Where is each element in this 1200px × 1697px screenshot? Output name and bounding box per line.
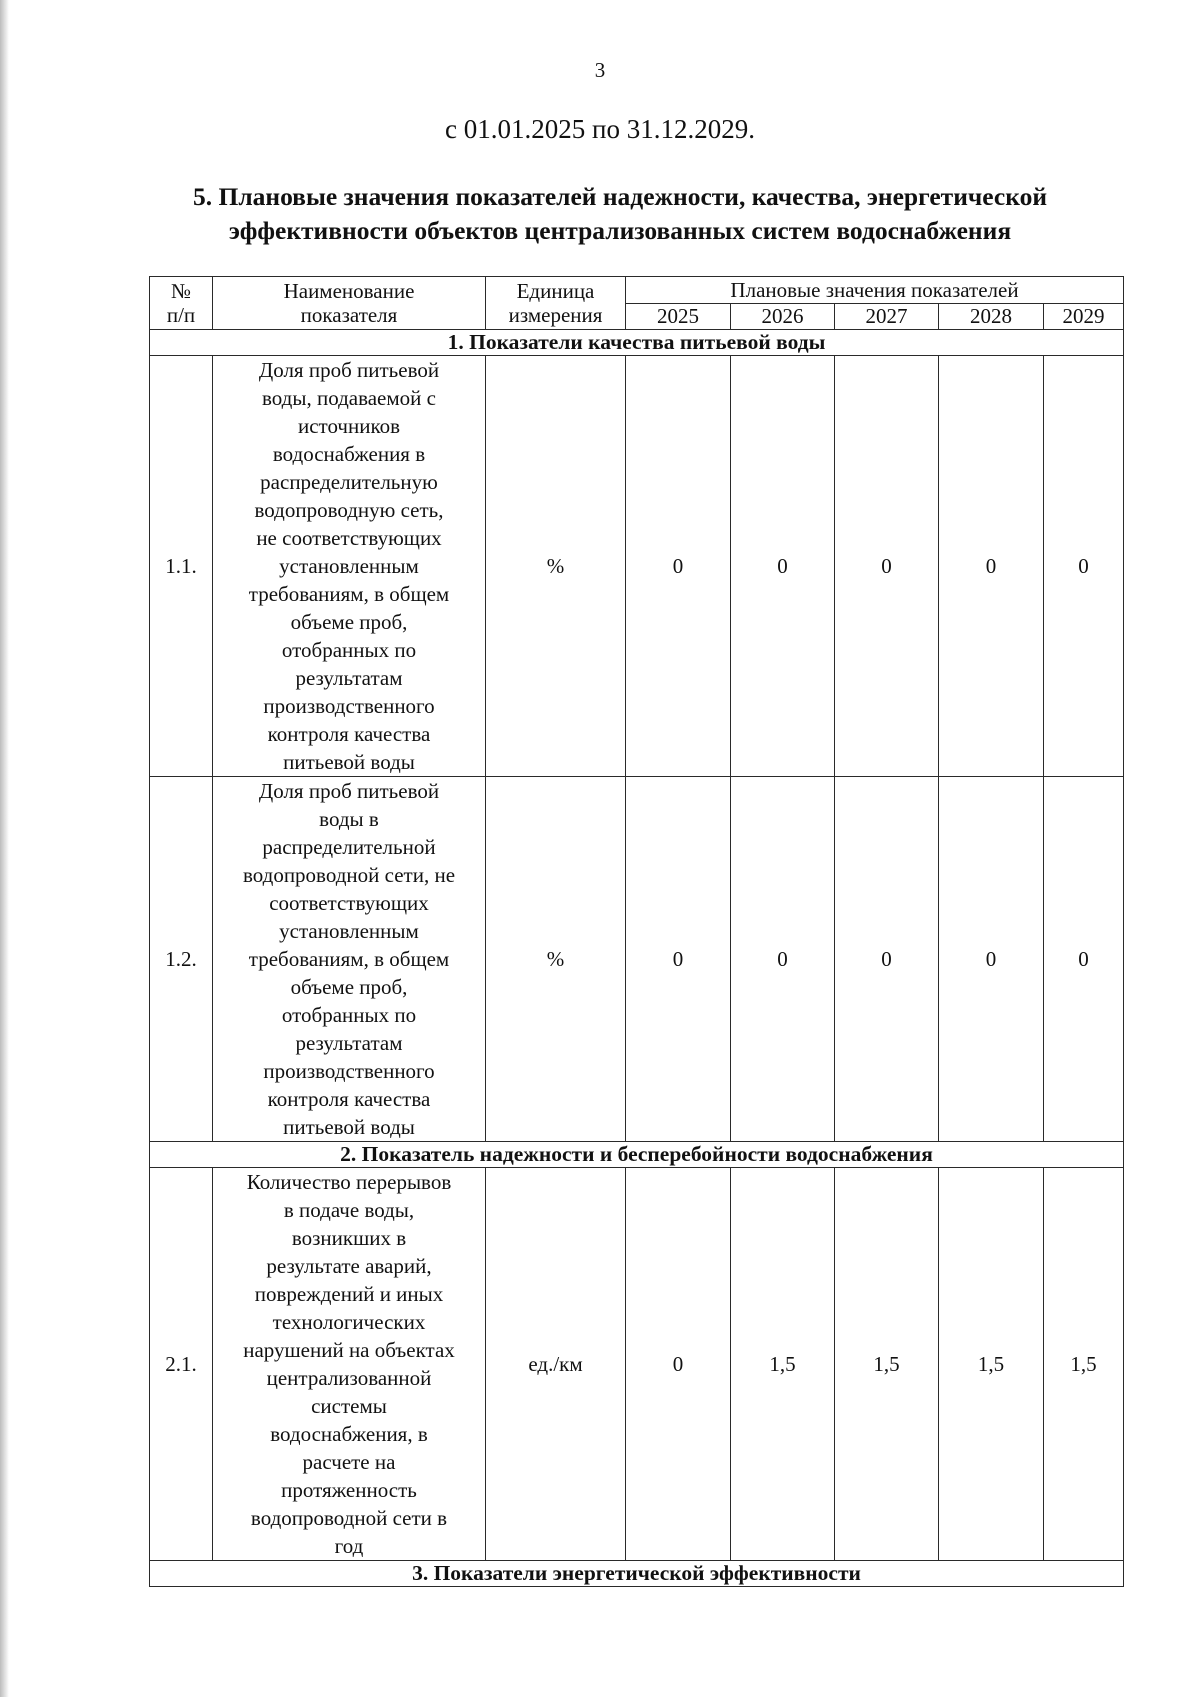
header-num-line-1: №: [170, 279, 192, 303]
indicator-name-line: водоснабжения, в: [270, 1422, 428, 1446]
value-cell: 0: [835, 356, 939, 777]
value-cell: 0: [939, 356, 1044, 777]
indicator-name-line: результате аварий,: [266, 1254, 432, 1278]
indicator-name-line: воды, подаваемой с: [262, 386, 436, 410]
indicator-name-line: отобранных по: [281, 1003, 417, 1027]
indicator-name-line: результатам: [295, 666, 403, 690]
unit-cell: %: [486, 356, 626, 777]
value-cell: 0: [1044, 356, 1124, 777]
group-row: [150, 1142, 1124, 1168]
indicator-name-line: воды в: [319, 807, 379, 831]
header-row-top: [150, 277, 1124, 304]
indicator-name-line: производственного: [263, 1059, 435, 1083]
indicator-name-line: Количество перерывов: [246, 1170, 452, 1194]
table-header: [150, 277, 1124, 330]
indicators-table: [149, 276, 1124, 1587]
row-number: 1.2.: [150, 777, 213, 1142]
header-unit-line-2: измерения: [508, 303, 603, 327]
value-cell: 1,5: [731, 1168, 835, 1561]
header-year: 2025: [626, 304, 731, 330]
value-cell: 0: [731, 777, 835, 1142]
indicator-name-line: установленным: [279, 554, 419, 578]
indicator-name-line: распределительную: [260, 470, 438, 494]
unit-cell: %: [486, 777, 626, 1142]
indicator-name-line: Доля проб питьевой: [258, 779, 440, 803]
indicator-name-line: контроля качества: [267, 1087, 431, 1111]
header-num: [150, 277, 213, 330]
value-cell: 0: [626, 356, 731, 777]
group-row: [150, 1561, 1124, 1587]
indicator-name-line: соответствующих: [269, 891, 429, 915]
header-name-line-1: Наименование: [283, 279, 415, 303]
group-title: 3. Показатели энергетической эффективности: [150, 1561, 1124, 1587]
indicator-name-line: расчете на: [302, 1450, 396, 1474]
indicator-name-line: объеме проб,: [290, 610, 408, 634]
indicator-name-line: водоснабжения в: [272, 442, 426, 466]
indicator-name-line: отобранных по: [281, 638, 417, 662]
value-cell: 1,5: [1044, 1168, 1124, 1561]
indicator-name: [213, 777, 486, 1142]
value-cell: 0: [1044, 777, 1124, 1142]
scan-edge-shadow: [0, 0, 9, 1697]
indicator-name-line: водопроводной сети в: [250, 1506, 448, 1530]
indicator-name: [213, 356, 486, 777]
section-title-line-1: 5. Плановые значения показателей надежности, качества, энергетической: [192, 182, 1048, 211]
indicator-name-line: требованиям, в общем: [248, 582, 450, 606]
table-row: [150, 777, 1124, 1142]
indicator-name-line: производственного: [263, 694, 435, 718]
table-row: [150, 1168, 1124, 1561]
row-number: 1.1.: [150, 356, 213, 777]
indicator-name-line: в подаче воды,: [283, 1198, 415, 1222]
header-year: 2027: [835, 304, 939, 330]
indicator-name-line: централизованной: [266, 1366, 432, 1390]
indicator-name-line: установленным: [279, 919, 419, 943]
indicator-name-line: год: [334, 1534, 364, 1558]
row-number: 2.1.: [150, 1168, 213, 1561]
value-cell: 0: [835, 777, 939, 1142]
group-title: 2. Показатель надежности и бесперебойности водоснабжения: [150, 1142, 1124, 1168]
group-row: [150, 330, 1124, 356]
indicator-name-line: распределительной: [262, 835, 436, 859]
indicator-name-line: не соответствующих: [256, 526, 442, 550]
header-name: [213, 277, 486, 330]
indicator-name-line: протяженность: [281, 1478, 417, 1502]
header-unit: [486, 277, 626, 330]
indicator-name-line: Доля проб питьевой: [258, 358, 440, 382]
value-cell: 0: [939, 777, 1044, 1142]
indicator-name-line: водопроводной сети, не: [242, 863, 456, 887]
indicator-name-line: питьевой воды: [283, 1115, 415, 1139]
indicator-name: [213, 1168, 486, 1561]
header-num-line-2: п/п: [166, 303, 196, 327]
indicator-name-line: источников: [297, 414, 400, 438]
indicator-name-line: результатам: [295, 1031, 403, 1055]
header-year: 2028: [939, 304, 1044, 330]
unit-cell: ед./км: [486, 1168, 626, 1561]
table-row: [150, 356, 1124, 777]
value-cell: 0: [731, 356, 835, 777]
indicator-name-line: нарушений на объектах: [243, 1338, 455, 1362]
header-name-line-2: показателя: [300, 303, 398, 327]
header-unit-line-1: Единица: [516, 279, 595, 303]
page-number: 3: [594, 58, 606, 82]
group-title: 1. Показатели качества питьевой воды: [150, 330, 1124, 356]
value-cell: 0: [626, 777, 731, 1142]
indicator-name-line: повреждений и иных: [254, 1282, 444, 1306]
value-cell: 0: [626, 1168, 731, 1561]
section-title: [130, 180, 1110, 248]
table-body: [150, 330, 1124, 1587]
indicator-name-line: объеме проб,: [290, 975, 408, 999]
section-title-line-2: эффективности объектов централизованных систем водоснабжения: [228, 216, 1012, 245]
header-year: 2026: [731, 304, 835, 330]
indicator-name-line: питьевой воды: [283, 750, 415, 774]
value-cell: 1,5: [939, 1168, 1044, 1561]
indicator-name-line: контроля качества: [267, 722, 431, 746]
indicator-name-line: возникших в: [291, 1226, 407, 1250]
indicator-name-line: водопроводную сеть,: [254, 498, 444, 522]
indicator-name-line: требованиям, в общем: [248, 947, 450, 971]
period-line: с 01.01.2025 по 31.12.2029.: [445, 114, 755, 144]
header-plan-values: Плановые значения показателей: [626, 277, 1124, 304]
indicator-name-line: технологических: [272, 1310, 426, 1334]
value-cell: 1,5: [835, 1168, 939, 1561]
indicator-name-line: системы: [311, 1394, 387, 1418]
header-year: 2029: [1044, 304, 1124, 330]
